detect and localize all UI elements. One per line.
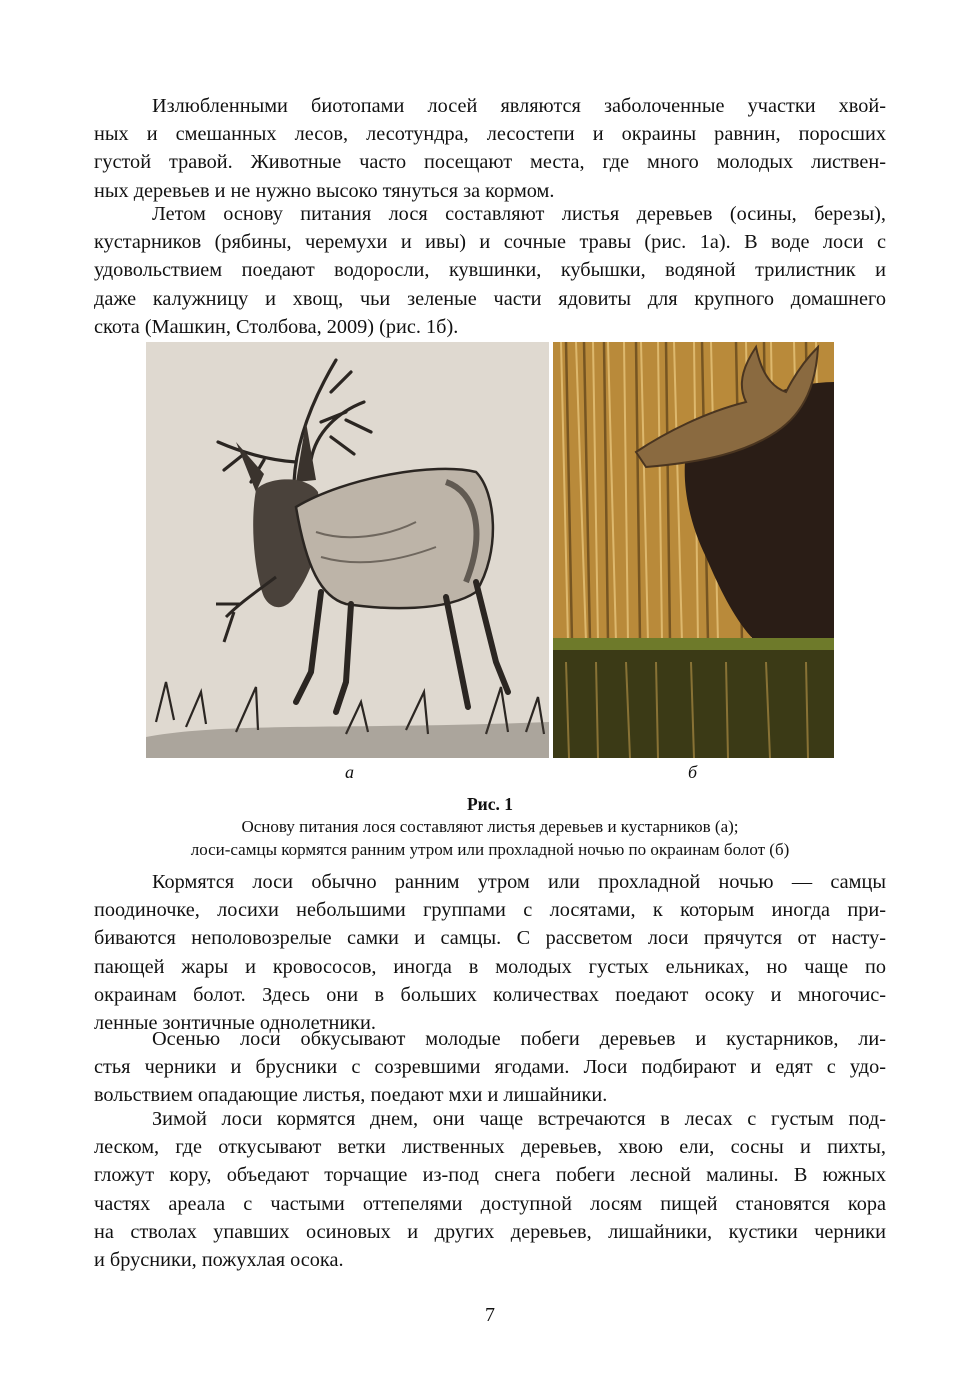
text-line: Кормятся лоси обычно ранним утром или прохладной ночью — самцы <box>152 871 886 893</box>
paragraph-3 <box>94 868 886 1037</box>
text-line: скота (Машкин, Столбова, 2009) (рис. 1б). <box>94 315 459 338</box>
text-line: частях ареала с частыми оттепелями доступной лосям пищей становятся кора <box>94 1192 886 1215</box>
text-line: ленные зонтичные однолетники. <box>94 1012 376 1035</box>
paragraph-2 <box>94 200 886 341</box>
figure-label-b: б <box>688 762 698 782</box>
text-line: удовольствием поедают водоросли, кувшинки, кубышки, водяной трилистник и <box>94 259 886 282</box>
page-number: 7 <box>485 1304 495 1326</box>
text-line: Зимой лоси кормятся днем, они чаще встречаются в лесах с густым под- <box>152 1108 886 1130</box>
figure-title: Рис. 1 <box>466 794 514 814</box>
text-line: ных деревьев и не нужно высоко тянуться за кормом. <box>94 179 555 202</box>
text-line: Летом основу питания лося составляют листья деревьев (осины, березы), <box>152 203 886 225</box>
figure-label-a: а <box>345 762 354 782</box>
paragraph-1 <box>94 92 886 205</box>
moose-sketch-illustration <box>146 342 549 758</box>
text-line: даже калужницу и хвощ, чьи зеленые части ядовиты для крупного домашнего <box>94 287 886 310</box>
text-line: и брусники, пожухлая осока. <box>94 1249 344 1272</box>
figure-caption-line-2: лоси-самцы кормятся ранним утром или прохладной ночью по окраинам болот (б) <box>190 840 790 859</box>
text-line: на стволах упавших осиновых и других деревьев, лишайники, кустики черники <box>94 1220 886 1243</box>
text-line: кустарников (рябины, черемухи и ивы) и сочные травы (рис. 1а). В воде лоси с <box>94 231 886 254</box>
text-line: леском, где откусывают ветки лиственных деревьев, хвою ели, сосны и пихты, <box>94 1136 886 1159</box>
text-line: густой травой. Животные часто посещают места, где много молодых листвен- <box>94 151 886 174</box>
text-line: окраинам болот. Здесь они в больших количествах поедают осоку и многочис- <box>94 983 886 1006</box>
paragraph-4 <box>94 1025 886 1110</box>
text-line: гложут кору, объедают торчащие из-под снега побеги лесной малины. В южных <box>94 1164 886 1187</box>
text-line: Излюбленными биотопами лосей являются заболоченные участки хвой- <box>152 95 886 117</box>
text-line: Осенью лоси обкусывают молодые побеги деревьев и кустарников, ли- <box>152 1028 886 1050</box>
moose-reeds-photo <box>553 342 834 758</box>
figure-caption-line-1: Основу питания лося составляют листья деревьев и кустарников (а); <box>241 817 739 836</box>
text-line: стья черники и брусники с созревшими ягодами. Лоси подбирают и едят с удо- <box>94 1056 886 1079</box>
text-line: поодиночке, лосихи небольшими группами с лосятами, к которым иногда при- <box>94 899 886 922</box>
text-line: вольствием опадающие листья, поедают мхи и лишайники. <box>94 1084 608 1107</box>
text-line: пающей жары и кровососов, иногда в молодых густых ельниках, но чаще по <box>94 955 886 978</box>
paragraph-5 <box>94 1105 886 1274</box>
text-line: ных и смешанных лесов, лесотундра, лесостепи и окраины равнин, поросших <box>94 123 886 146</box>
figure-1-images <box>146 342 834 758</box>
text-line: биваются неполовозрелые самки и самцы. С рассветом лоси прячутся от насту- <box>94 927 886 950</box>
